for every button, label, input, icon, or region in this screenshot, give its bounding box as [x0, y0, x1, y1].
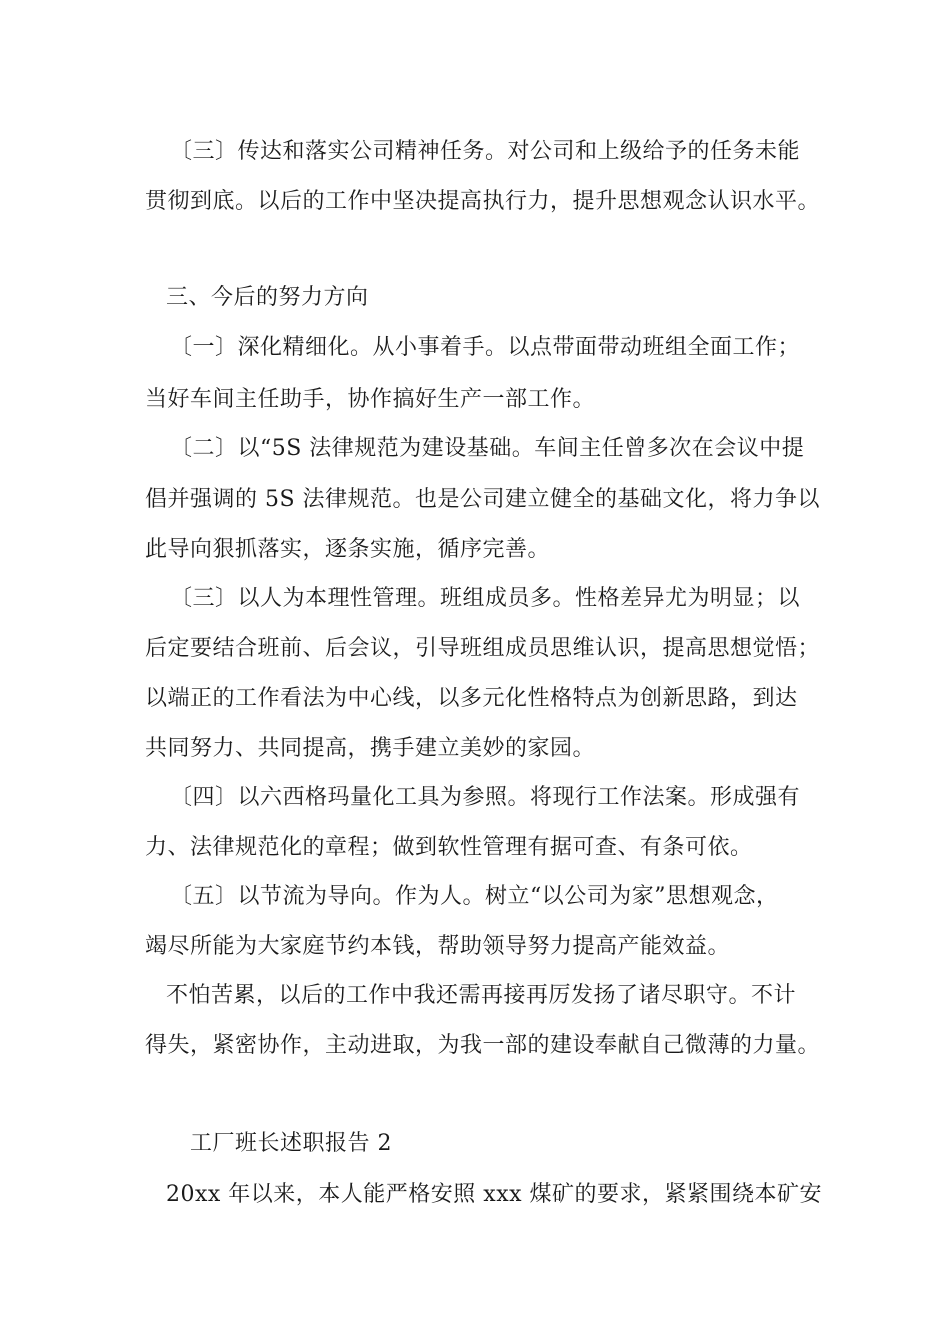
text-line: 此导向狠抓落实，逐条实施，循序完善。 — [145, 537, 551, 562]
text-line: 〔三〕传达和落实公司精神任务。对公司和上级给予的任务未能 — [170, 139, 801, 164]
report-title: 工厂班长述职报告 2 — [190, 1131, 392, 1156]
text-line: 贯彻到底。以后的工作中坚决提高执行力，提升思想观念认识水平。 — [145, 189, 821, 214]
text-line: 〔一〕深化精细化。从小事着手。以点带面带动班组全面工作； — [170, 335, 801, 360]
text-line: 竭尽所能为大家庭节约本钱，帮助领导努力提高产能效益。 — [145, 934, 731, 959]
text-line: 倡并强调的 5S 法律规范。也是公司建立健全的基础文化，将力争以 — [145, 487, 821, 512]
text-line: 〔五〕以节流为导向。作为人。树立“以公司为家”思想观念， — [170, 884, 779, 909]
text-line: 后定要结合班前、后会议，引导班组成员思维认识，提高思想觉悟； — [145, 636, 821, 661]
text-line: 〔二〕以“5S 法律规范为建设基础。车间主任曾多次在会议中提 — [170, 436, 805, 461]
text-line: 共同努力、共同提高，携手建立美妙的家园。 — [145, 736, 596, 761]
text-line: 以端正的工作看法为中心线，以多元化性格特点为创新思路，到达 — [145, 686, 798, 711]
section-heading: 三、今后的努力方向 — [166, 285, 369, 310]
text-line: 当好车间主任助手，协作搞好生产一部工作。 — [145, 387, 596, 412]
text-line: 得失，紧密协作，主动进取，为我一部的建设奉献自己微薄的力量。 — [145, 1033, 821, 1058]
text-line: 20xx 年以来，本人能严格安照 xxx 煤矿的要求，紧紧围绕本矿安 — [166, 1182, 823, 1207]
text-line: 〔三〕以人为本理性管理。班组成员多。性格差异尤为明显；以 — [170, 586, 801, 611]
text-line: 〔四〕以六西格玛量化工具为参照。将现行工作法案。形成强有 — [170, 785, 801, 810]
text-line: 不怕苦累，以后的工作中我还需再接再厉发扬了诸尽职守。不计 — [166, 983, 797, 1008]
text-line: 力、法律规范化的章程；做到软性管理有据可查、有条可依。 — [145, 835, 753, 860]
